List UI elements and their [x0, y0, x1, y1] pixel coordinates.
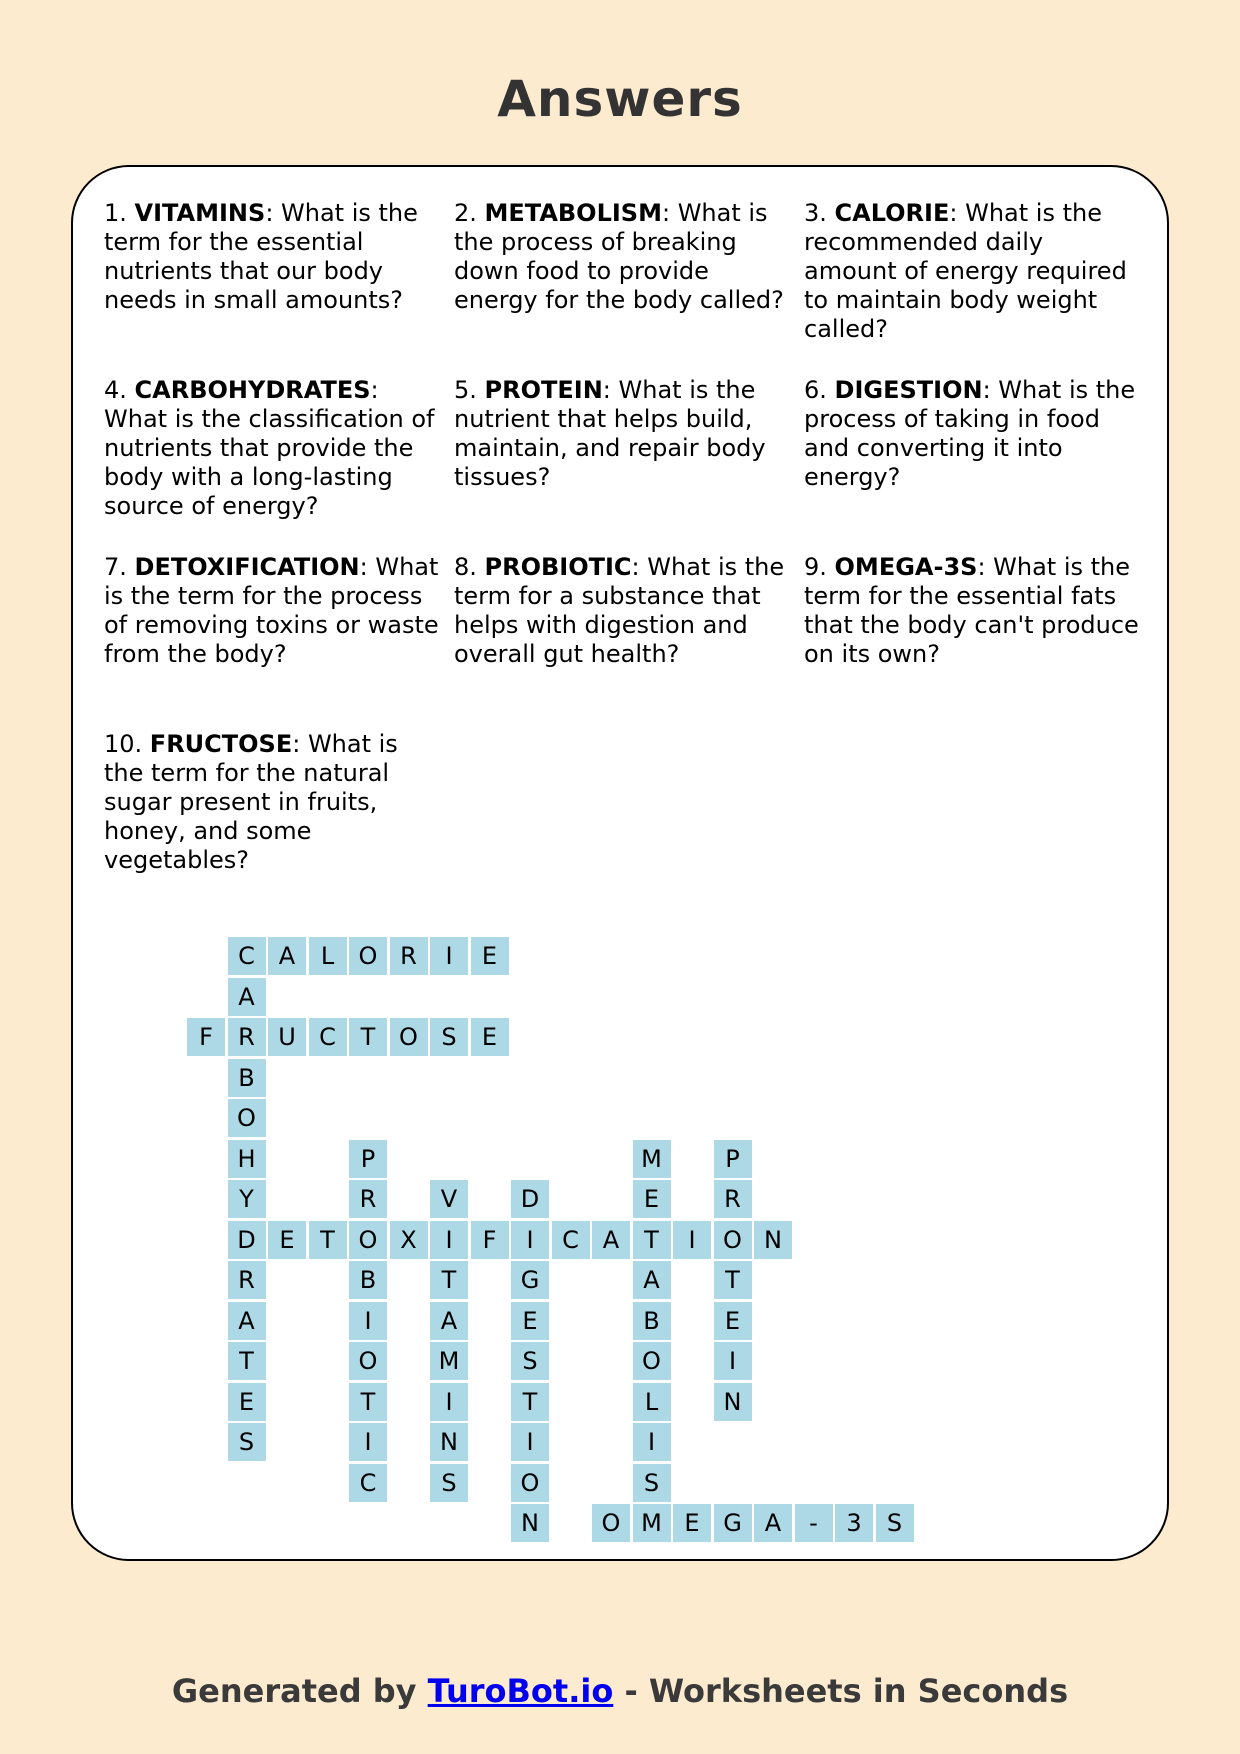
- grid-cell: T: [349, 1383, 387, 1421]
- grid-cell: V: [430, 1180, 468, 1218]
- clue-text: : What is the recommended daily amount of energy required to maintain body weight called?: [804, 199, 1127, 343]
- clue-number: 4.: [104, 376, 135, 404]
- clue-answer: PROTEIN: [484, 376, 603, 404]
- grid-cell: I: [430, 937, 468, 975]
- grid-cell: O: [228, 1099, 266, 1137]
- grid-cell: Y: [228, 1180, 266, 1218]
- clue-text: : What is the process of taking in food and converting it into energy?: [804, 376, 1136, 491]
- clue-answer: CALORIE: [834, 199, 950, 227]
- clue-number: 7.: [104, 553, 135, 581]
- grid-cell: E: [471, 937, 509, 975]
- grid-cell: N: [430, 1423, 468, 1461]
- grid-cell: O: [511, 1464, 549, 1502]
- footer: [0, 1672, 1240, 1710]
- grid-cell: 3: [835, 1504, 873, 1542]
- grid-cell: S: [430, 1018, 468, 1056]
- grid-cell: L: [309, 937, 347, 975]
- grid-cell: F: [187, 1018, 225, 1056]
- clue-2: [454, 199, 789, 315]
- grid-cell: B: [633, 1302, 671, 1340]
- grid-cell: I: [349, 1423, 387, 1461]
- grid-cell: U: [268, 1018, 306, 1056]
- clue-number: 10.: [104, 730, 150, 758]
- clue-text: : What is the classification of nutrients that provide the body with a long-lasting source of energy?: [104, 376, 435, 520]
- grid-cell: D: [228, 1221, 266, 1259]
- grid-cell: S: [228, 1423, 266, 1461]
- grid-cell: O: [349, 1221, 387, 1259]
- clue-10: [104, 730, 439, 875]
- grid-cell: O: [592, 1504, 630, 1542]
- clue-4: [104, 376, 439, 521]
- clue-number: 9.: [804, 553, 835, 581]
- grid-cell: C: [349, 1464, 387, 1502]
- grid-cell: E: [268, 1221, 306, 1259]
- clue-6: [804, 376, 1139, 492]
- grid-cell: R: [349, 1180, 387, 1218]
- grid-cell: O: [714, 1221, 752, 1259]
- turobot-link[interactable]: TuroBot.io: [427, 1672, 614, 1710]
- clue-text: : What is the term for the essential fats that the body can't produce on its own?: [804, 553, 1139, 668]
- grid-cell: N: [754, 1221, 792, 1259]
- clue-number: 8.: [454, 553, 485, 581]
- grid-cell: S: [633, 1464, 671, 1502]
- grid-cell: G: [714, 1504, 752, 1542]
- grid-cell: O: [633, 1342, 671, 1380]
- grid-cell: E: [471, 1018, 509, 1056]
- grid-cell: M: [633, 1504, 671, 1542]
- grid-cell: C: [228, 937, 266, 975]
- grid-cell: M: [633, 1140, 671, 1178]
- grid-cell: A: [754, 1504, 792, 1542]
- footer-suffix: - Worksheets in Seconds: [613, 1672, 1069, 1710]
- grid-cell: N: [511, 1504, 549, 1542]
- clue-text: : What is the term for the essential nutrients that our body needs in small amounts?: [104, 199, 418, 314]
- grid-cell: N: [714, 1383, 752, 1421]
- clue-answer: DETOXIFICATION: [134, 553, 360, 581]
- grid-cell: M: [430, 1342, 468, 1380]
- grid-cell: R: [714, 1180, 752, 1218]
- grid-cell: O: [390, 1018, 428, 1056]
- grid-cell: X: [390, 1221, 428, 1259]
- grid-cell: R: [228, 1261, 266, 1299]
- grid-cell: S: [876, 1504, 914, 1542]
- grid-cell: P: [349, 1140, 387, 1178]
- grid-cell: I: [349, 1302, 387, 1340]
- page-title: Answers: [497, 70, 743, 128]
- clue-answer: PROBIOTIC: [484, 553, 632, 581]
- answers-card: [71, 165, 1169, 1561]
- clue-answer: METABOLISM: [484, 199, 662, 227]
- grid-cell: I: [633, 1423, 671, 1461]
- clue-8: [454, 553, 789, 669]
- clue-text: : What is the term for the process of removing toxins or waste from the body?: [104, 553, 439, 668]
- clue-number: 6.: [804, 376, 835, 404]
- clue-7: [104, 553, 439, 669]
- clue-text: : What is the term for the natural sugar present in fruits, honey, and some vegetables?: [104, 730, 398, 874]
- grid-cell: A: [430, 1302, 468, 1340]
- grid-cell: T: [349, 1018, 387, 1056]
- clue-number: 3.: [804, 199, 835, 227]
- clue-1: [104, 199, 439, 315]
- grid-cell: O: [349, 1342, 387, 1380]
- grid-cell: L: [633, 1383, 671, 1421]
- grid-cell: O: [349, 937, 387, 975]
- grid-cell: P: [714, 1140, 752, 1178]
- grid-cell: D: [511, 1180, 549, 1218]
- grid-cell: T: [511, 1383, 549, 1421]
- clue-text: : What is the process of breaking down food to provide energy for the body called?: [454, 199, 784, 314]
- grid-cell: I: [430, 1383, 468, 1421]
- clue-answer: VITAMINS: [134, 199, 266, 227]
- grid-cell: F: [471, 1221, 509, 1259]
- grid-cell: S: [511, 1342, 549, 1380]
- clue-3: [804, 199, 1139, 344]
- grid-cell: A: [592, 1221, 630, 1259]
- clue-answer: CARBOHYDRATES: [134, 376, 371, 404]
- clue-answer: FRUCTOSE: [149, 730, 293, 758]
- grid-cell: B: [349, 1261, 387, 1299]
- clue-9: [804, 553, 1139, 669]
- grid-cell: R: [228, 1018, 266, 1056]
- grid-cell: A: [633, 1261, 671, 1299]
- grid-cell: B: [228, 1059, 266, 1097]
- grid-cell: T: [633, 1221, 671, 1259]
- grid-cell: H: [228, 1140, 266, 1178]
- grid-cell: G: [511, 1261, 549, 1299]
- grid-cell: T: [430, 1261, 468, 1299]
- clue-5: [454, 376, 789, 492]
- grid-cell: E: [511, 1302, 549, 1340]
- clue-answer: OMEGA-3S: [834, 553, 978, 581]
- clue-number: 5.: [454, 376, 485, 404]
- clue-text: : What is the term for a substance that helps with digestion and overall gut health?: [454, 553, 785, 668]
- grid-cell: E: [714, 1302, 752, 1340]
- footer-prefix: Generated by: [171, 1672, 428, 1710]
- grid-cell: C: [309, 1018, 347, 1056]
- grid-cell: I: [511, 1221, 549, 1259]
- grid-cell: A: [268, 937, 306, 975]
- grid-cell: T: [714, 1261, 752, 1299]
- grid-cell: C: [552, 1221, 590, 1259]
- grid-cell: I: [430, 1221, 468, 1259]
- grid-cell: I: [673, 1221, 711, 1259]
- grid-cell: E: [633, 1180, 671, 1218]
- grid-cell: A: [228, 978, 266, 1016]
- grid-cell: T: [228, 1342, 266, 1380]
- grid-cell: -: [795, 1504, 833, 1542]
- clue-answer: DIGESTION: [834, 376, 983, 404]
- grid-cell: R: [390, 937, 428, 975]
- clue-number: 2.: [454, 199, 485, 227]
- grid-cell: I: [511, 1423, 549, 1461]
- clue-text: : What is the nutrient that helps build, maintain, and repair body tissues?: [454, 376, 766, 491]
- grid-cell: T: [309, 1221, 347, 1259]
- grid-cell: S: [430, 1464, 468, 1502]
- clue-number: 1.: [104, 199, 135, 227]
- grid-cell: I: [714, 1342, 752, 1380]
- grid-cell: E: [673, 1504, 711, 1542]
- grid-cell: A: [228, 1302, 266, 1340]
- grid-cell: E: [228, 1383, 266, 1421]
